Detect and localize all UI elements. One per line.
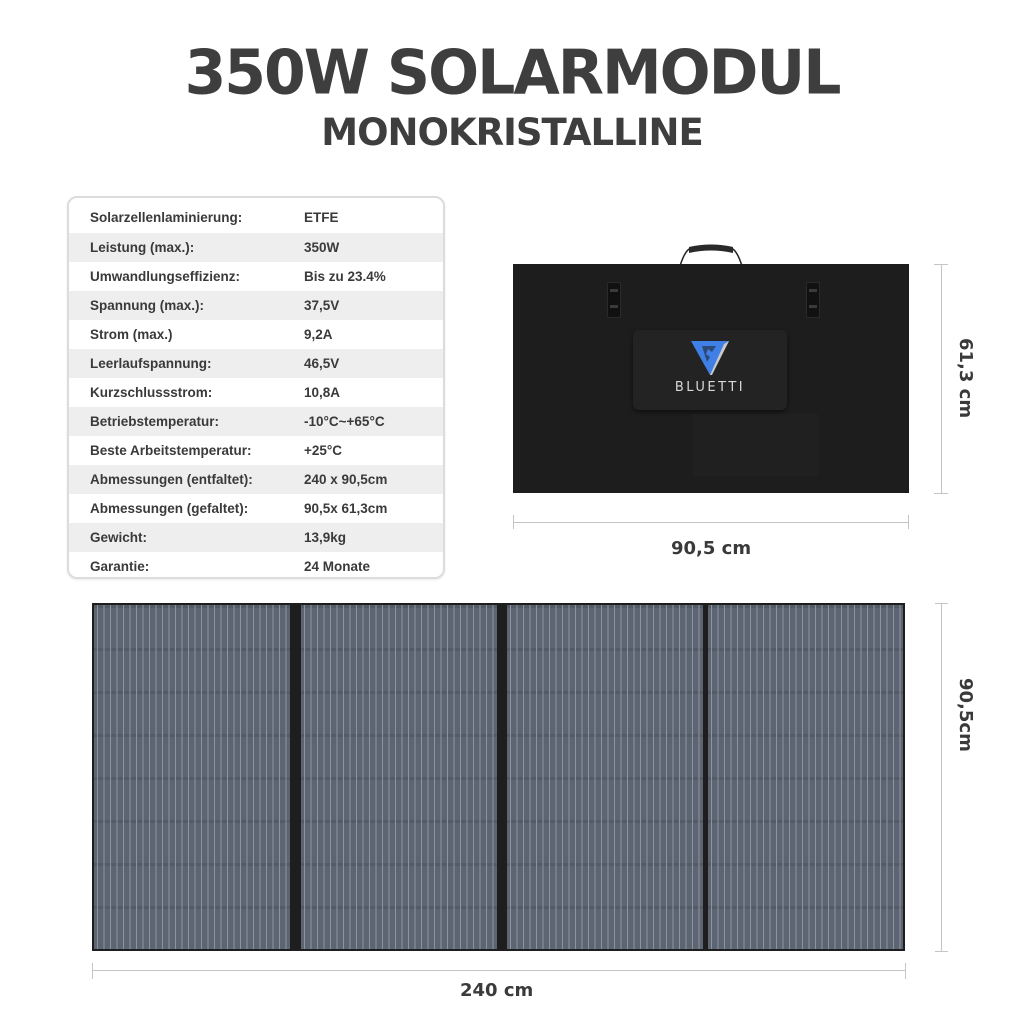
dimension-tick	[905, 963, 906, 979]
spec-label: Garantie:	[90, 559, 150, 574]
spec-value: 10,8A	[304, 385, 341, 400]
dimension-tick	[513, 515, 514, 529]
solar-panel-section	[708, 605, 903, 949]
spec-row	[69, 198, 443, 233]
spec-label: Solarzellenlaminierung:	[90, 210, 243, 225]
spec-label: Kurzschlussstrom:	[90, 385, 213, 400]
bag-pocket	[693, 414, 818, 476]
spec-label: Umwandlungseffizienz:	[90, 269, 241, 284]
dimension-tick	[935, 951, 948, 952]
unfolded-solar-panel	[92, 603, 905, 951]
spec-label: Leerlaufspannung:	[90, 356, 212, 371]
spec-label: Leistung (max.):	[90, 240, 195, 255]
spec-row	[69, 494, 443, 523]
spec-value: 13,9kg	[304, 530, 347, 545]
solar-panel-section	[301, 605, 497, 949]
spec-row	[69, 407, 443, 436]
spec-row	[69, 436, 443, 465]
spec-row	[69, 349, 443, 378]
spec-value: Bis zu 23.4%	[304, 269, 386, 284]
solar-panel-section	[94, 605, 290, 949]
dimension-tick	[934, 264, 948, 265]
width-dimension-line	[92, 970, 905, 971]
spec-label: Abmessungen (entfaltet):	[90, 472, 253, 487]
spec-row	[69, 465, 443, 494]
brand-patch	[633, 330, 787, 410]
folded-height-label: 61,3 cm	[955, 338, 976, 419]
spec-value: 24 Monate	[304, 559, 371, 574]
spec-value: 90,5x 61,3cm	[304, 501, 388, 516]
spec-row	[69, 291, 443, 320]
dimension-tick	[92, 963, 93, 979]
spec-value: 46,5V	[304, 356, 340, 371]
height-dimension-line	[941, 603, 942, 951]
bluetti-logo-icon	[690, 340, 730, 376]
spec-value: 240 x 90,5cm	[304, 472, 388, 487]
spec-label: Betriebstemperatur:	[90, 414, 220, 429]
folded-width-label: 90,5 cm	[671, 538, 752, 559]
spec-row	[69, 523, 443, 552]
spec-value: 37,5V	[304, 298, 340, 313]
buckle-icon	[806, 282, 820, 318]
dimension-tick	[935, 603, 948, 604]
spec-label: Gewicht:	[90, 530, 148, 545]
page-title: 350W SOLARMODUL	[184, 37, 840, 109]
spec-row	[69, 233, 443, 262]
spec-label: Spannung (max.):	[90, 298, 204, 313]
spec-value: 9,2A	[304, 327, 333, 342]
spec-value: +25°C	[304, 443, 343, 458]
brand-name: BLUETTI	[674, 380, 746, 395]
spec-row	[69, 320, 443, 349]
solar-panel-section	[507, 605, 703, 949]
spec-value: -10°C~+65°C	[304, 414, 385, 429]
width-dimension-line	[513, 522, 909, 523]
spec-value: 350W	[304, 240, 340, 255]
page-subtitle: MONOKRISTALLINE	[321, 111, 703, 154]
spec-row	[69, 378, 443, 407]
spec-value: ETFE	[304, 210, 339, 225]
spec-row	[69, 262, 443, 291]
spec-table	[67, 196, 445, 579]
height-dimension-line	[941, 264, 942, 493]
unfolded-width-label: 240 cm	[460, 980, 534, 1001]
spec-label: Strom (max.)	[90, 327, 173, 342]
spec-label: Beste Arbeitstemperatur:	[90, 443, 252, 458]
unfolded-height-label: 90,5cm	[955, 678, 976, 752]
spec-row	[69, 552, 443, 579]
buckle-icon	[607, 282, 621, 318]
dimension-tick	[908, 515, 909, 529]
spec-label: Abmessungen (gefaltet):	[90, 501, 249, 516]
carry-handle-icon	[677, 244, 745, 266]
dimension-tick	[934, 493, 948, 494]
